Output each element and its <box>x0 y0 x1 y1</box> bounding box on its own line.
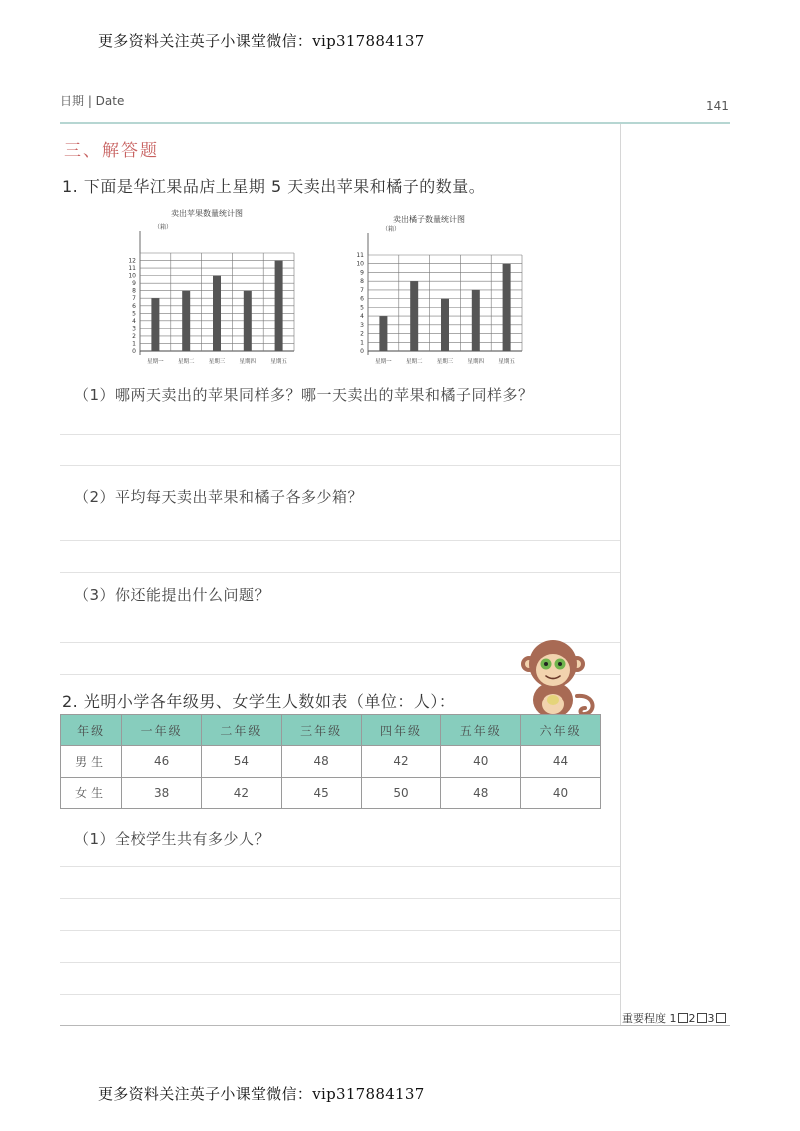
monkey-icon <box>515 634 599 720</box>
answer-line <box>60 962 620 963</box>
y-tick-label: 1 <box>132 340 136 348</box>
y-tick-label: 9 <box>132 280 136 288</box>
answer-line <box>60 540 620 541</box>
table-cell: 42 <box>202 777 282 808</box>
date-label: 日期 | Date <box>60 94 125 108</box>
watermark-top: 更多资料关注英子小课堂微信：vip317884137 <box>98 32 425 50</box>
bar <box>441 299 449 351</box>
y-axis-unit-label: （箱） <box>154 224 173 231</box>
bar <box>275 261 283 351</box>
watermark-bottom: 更多资料关注英子小课堂微信：vip317884137 <box>98 1085 425 1103</box>
table-row <box>61 777 601 808</box>
question-2-text: 2. 光明小学各年级男、女学生人数如表（单位：人）： <box>62 692 456 711</box>
table-header-cell: 五年级 <box>441 715 521 746</box>
x-tick-label: 星期一 <box>147 359 164 365</box>
table-header-cell: 六年级 <box>521 715 601 746</box>
answer-line <box>60 572 620 573</box>
question-1-text: 1. 下面是华江果品店上星期 5 天卖出苹果和橘子的数量。 <box>62 177 486 196</box>
x-tick-label: 星期三 <box>436 359 454 365</box>
y-tick-label: 3 <box>132 325 136 333</box>
table-cell: 46 <box>122 746 202 777</box>
chart-orange <box>340 225 530 373</box>
x-tick-label: 星期三 <box>208 359 226 365</box>
table-cell: 54 <box>202 746 282 777</box>
table-header-cell: 二年级 <box>202 715 282 746</box>
bar <box>410 281 418 351</box>
bar <box>472 290 480 351</box>
x-tick-label: 星期五 <box>270 359 287 365</box>
answer-line <box>60 994 620 995</box>
table-header-row <box>61 715 601 746</box>
table-header-cell: 一年级 <box>122 715 202 746</box>
table-cell: 45 <box>281 777 361 808</box>
x-tick-label: 星期一 <box>375 359 392 365</box>
bar <box>244 291 252 351</box>
bar <box>182 291 190 351</box>
table-row-label: 男生 <box>61 746 122 777</box>
y-axis-unit-label: （箱） <box>382 226 401 233</box>
answer-line <box>60 866 620 867</box>
question-2-sub-1: （1）全校学生共有多少人？ <box>74 830 271 848</box>
x-tick-label: 星期二 <box>177 359 195 365</box>
y-tick-label: 7 <box>360 286 364 294</box>
table-cell: 50 <box>361 777 441 808</box>
checkbox-1[interactable] <box>678 1013 688 1023</box>
y-tick-label: 1 <box>360 339 364 347</box>
table-cell: 40 <box>521 777 601 808</box>
y-tick-label: 4 <box>132 317 136 325</box>
chart-apple <box>112 215 302 373</box>
y-tick-label: 10 <box>128 272 136 280</box>
y-tick-label: 2 <box>132 332 136 340</box>
checkbox-3[interactable] <box>716 1013 726 1023</box>
chart-orange-title: 卖出橘子数量统计图 <box>393 215 465 224</box>
y-tick-label: 11 <box>128 265 136 273</box>
y-tick-label: 5 <box>132 310 136 318</box>
bar <box>151 298 159 351</box>
y-tick-label: 6 <box>132 302 136 310</box>
y-tick-label: 4 <box>360 313 364 321</box>
table-row <box>61 746 601 777</box>
y-tick-label: 8 <box>132 287 136 295</box>
answer-line <box>60 434 620 435</box>
y-tick-label: 0 <box>360 348 364 355</box>
table-cell: 38 <box>122 777 202 808</box>
header-rule <box>60 122 730 124</box>
y-tick-label: 2 <box>360 330 364 338</box>
x-tick-label: 星期二 <box>405 359 423 365</box>
y-tick-label: 7 <box>132 295 136 303</box>
table-cell: 48 <box>281 746 361 777</box>
importance-option-3: 3 <box>707 1012 715 1025</box>
y-tick-label: 9 <box>360 269 364 277</box>
margin-line <box>620 124 621 1026</box>
answer-line <box>60 465 620 466</box>
y-tick-label: 8 <box>360 278 364 286</box>
bar <box>213 276 221 351</box>
bar <box>379 316 387 351</box>
question-1-sub-2: （2）平均每天卖出苹果和橘子各多少箱？ <box>74 488 364 506</box>
table-cell: 42 <box>361 746 441 777</box>
page-number: 141 <box>706 99 729 113</box>
table-cell: 48 <box>441 777 521 808</box>
table-row-label: 女生 <box>61 777 122 808</box>
section-title: 三、解答题 <box>64 141 159 161</box>
answer-line <box>60 898 620 899</box>
y-tick-label: 5 <box>360 304 364 312</box>
x-tick-label: 星期四 <box>239 359 257 365</box>
question-1-sub-1: （1）哪两天卖出的苹果同样多？哪一天卖出的苹果和橘子同样多？ <box>74 386 534 404</box>
table-header-cell: 四年级 <box>361 715 441 746</box>
y-tick-label: 12 <box>128 257 136 265</box>
y-tick-label: 0 <box>132 348 136 355</box>
importance-rating <box>622 1010 727 1026</box>
answer-line <box>60 930 620 931</box>
question-1-sub-3: （3）你还能提出什么问题？ <box>74 586 271 604</box>
table-header-cell: 年级 <box>61 715 122 746</box>
importance-label: 重要程度 1 <box>622 1012 677 1025</box>
x-tick-label: 星期四 <box>467 359 485 365</box>
checkbox-2[interactable] <box>697 1013 707 1023</box>
bar <box>503 264 511 351</box>
x-tick-label: 星期五 <box>498 359 515 365</box>
y-tick-label: 10 <box>356 260 364 268</box>
y-tick-label: 3 <box>360 321 364 329</box>
table-cell: 40 <box>441 746 521 777</box>
table-header-cell: 三年级 <box>281 715 361 746</box>
chart-apple-title: 卖出苹果数量统计图 <box>171 209 243 218</box>
importance-option-2: 2 <box>688 1012 696 1025</box>
table-cell: 44 <box>521 746 601 777</box>
grade-table <box>60 714 601 809</box>
y-tick-label: 6 <box>360 295 364 303</box>
y-tick-label: 11 <box>356 252 364 259</box>
